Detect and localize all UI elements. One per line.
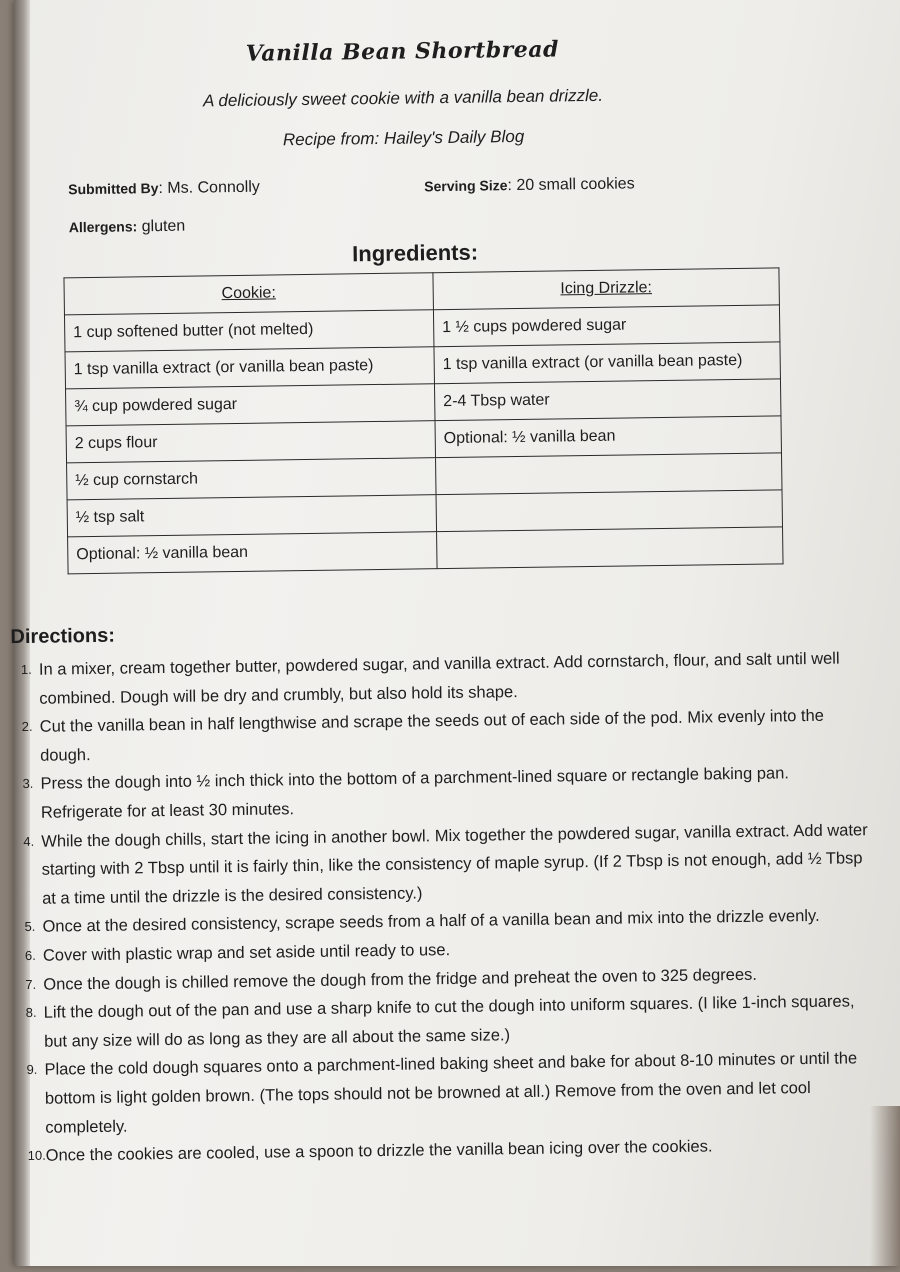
step-number: 6. (24, 947, 36, 963)
cookie-ingredient: ½ cup cornstarch (67, 458, 436, 500)
ingredients-heading: Ingredients: (352, 239, 479, 267)
cookie-ingredient: 1 tsp vanilla extract (or vanilla bean paste) (65, 347, 434, 389)
submitted-by (68, 179, 260, 200)
cookie-ingredient: Optional: ½ vanilla bean (68, 532, 437, 574)
recipe-source: Recipe from: Hailey's Daily Blog (282, 126, 525, 150)
icing-ingredient: 2-4 Tbsp water (434, 379, 780, 421)
step-text: While the dough chills, start the icing in another bowl. Mix together the powdered sugar, vanilla extract. Add water starting with 2 Tbsp until it is fairly thin, like the consistency of maple syrup. (If 2 Tbsp is not enough, add ½ Tbsp at a time until the drizzle is the desired consistency.) (41, 820, 868, 908)
step-number: 8. (25, 1004, 37, 1021)
step-number: 4. (23, 833, 35, 849)
step-number: 3. (22, 776, 34, 792)
step-number: 7. (25, 976, 37, 992)
allergens-label: Allergens: (68, 218, 138, 236)
step-text: Once the dough is chilled remove the dough from the fridge and preheat the oven to 325 degrees. (43, 965, 758, 994)
cookie-ingredient: ¾ cup powdered sugar (66, 384, 435, 426)
cookie-ingredient: ½ tsp salt (67, 495, 436, 537)
ingredients-table (63, 267, 783, 574)
cookie-ingredient: 1 cup softened butter (not melted) (64, 310, 433, 352)
icing-ingredient (436, 453, 782, 495)
submitted-by-label: Submitted By (68, 180, 159, 198)
icing-column-header: Icing Drizzle: (433, 268, 779, 310)
allergens (69, 218, 186, 238)
step-text: Cut the vanilla bean in half lengthwise and scrape the seeds out of each side of the pod. Mix evenly into the dough. (39, 706, 825, 765)
step-number: 10. (27, 1147, 46, 1164)
step-number: 1. (20, 661, 32, 677)
recipe-title: Vanilla Bean Shortbread (245, 36, 560, 67)
step-text: Once at the desired consistency, scrape seeds from a half of a vanilla bean and mix into the drizzle evenly. (42, 907, 820, 937)
directions-list (21, 644, 878, 1171)
step-text: Lift the dough out of the pan and use a sharp knife to cut the dough into uniform squares. (I like 1-inch squares, but any size will do as long as they are all about the same size.) (43, 992, 855, 1051)
step-text: Cover with plastic wrap and set aside until ready to use. (42, 940, 451, 965)
list-item (23, 816, 874, 914)
icing-ingredient: Optional: ½ vanilla bean (435, 416, 781, 458)
icing-ingredient (437, 527, 783, 569)
allergens-value: gluten (137, 217, 186, 236)
list-item (26, 1044, 877, 1142)
step-number: 9. (26, 1062, 38, 1078)
icing-ingredient (436, 490, 782, 532)
submitted-by-value: : Ms. Connolly (158, 178, 260, 198)
serving-size (424, 175, 635, 196)
step-text: Press the dough into ½ inch thick into the bottom of a parchment-lined square or rectangle baking pan. Refrigerate for at least 30 minutes. (40, 764, 790, 822)
step-text: Once the cookies are cooled, use a spoon to drizzle the vanilla bean icing over the cookies. (45, 1137, 713, 1165)
step-number: 5. (24, 919, 36, 935)
serving-size-label: Serving Size (424, 177, 508, 195)
step-number: 2. (21, 719, 33, 735)
cookie-column-header: Cookie: (64, 273, 433, 315)
directions-heading: Directions: (10, 624, 116, 649)
step-text: In a mixer, cream together butter, powdered sugar, and vanilla extract. Add cornstarch, flour, and salt until well combined. Dough will be dry and crumbly, but also hold its shape. (38, 649, 840, 708)
step-text: Place the cold dough squares onto a parchment-lined baking sheet and bake for about 8-10 minutes or until the bottom is light golden brown. (The tops should not be browned at all.) Remove from the oven and let cool completely. (44, 1049, 858, 1137)
cookie-ingredient: 2 cups flour (66, 421, 435, 463)
icing-ingredient: 1 ½ cups powdered sugar (433, 305, 779, 347)
recipe-subtitle: A deliciously sweet cookie with a vanilla bean drizzle. (202, 85, 604, 111)
serving-size-value: : 20 small cookies (507, 175, 635, 195)
icing-ingredient: 1 tsp vanilla extract (or vanilla bean paste) (434, 342, 780, 384)
